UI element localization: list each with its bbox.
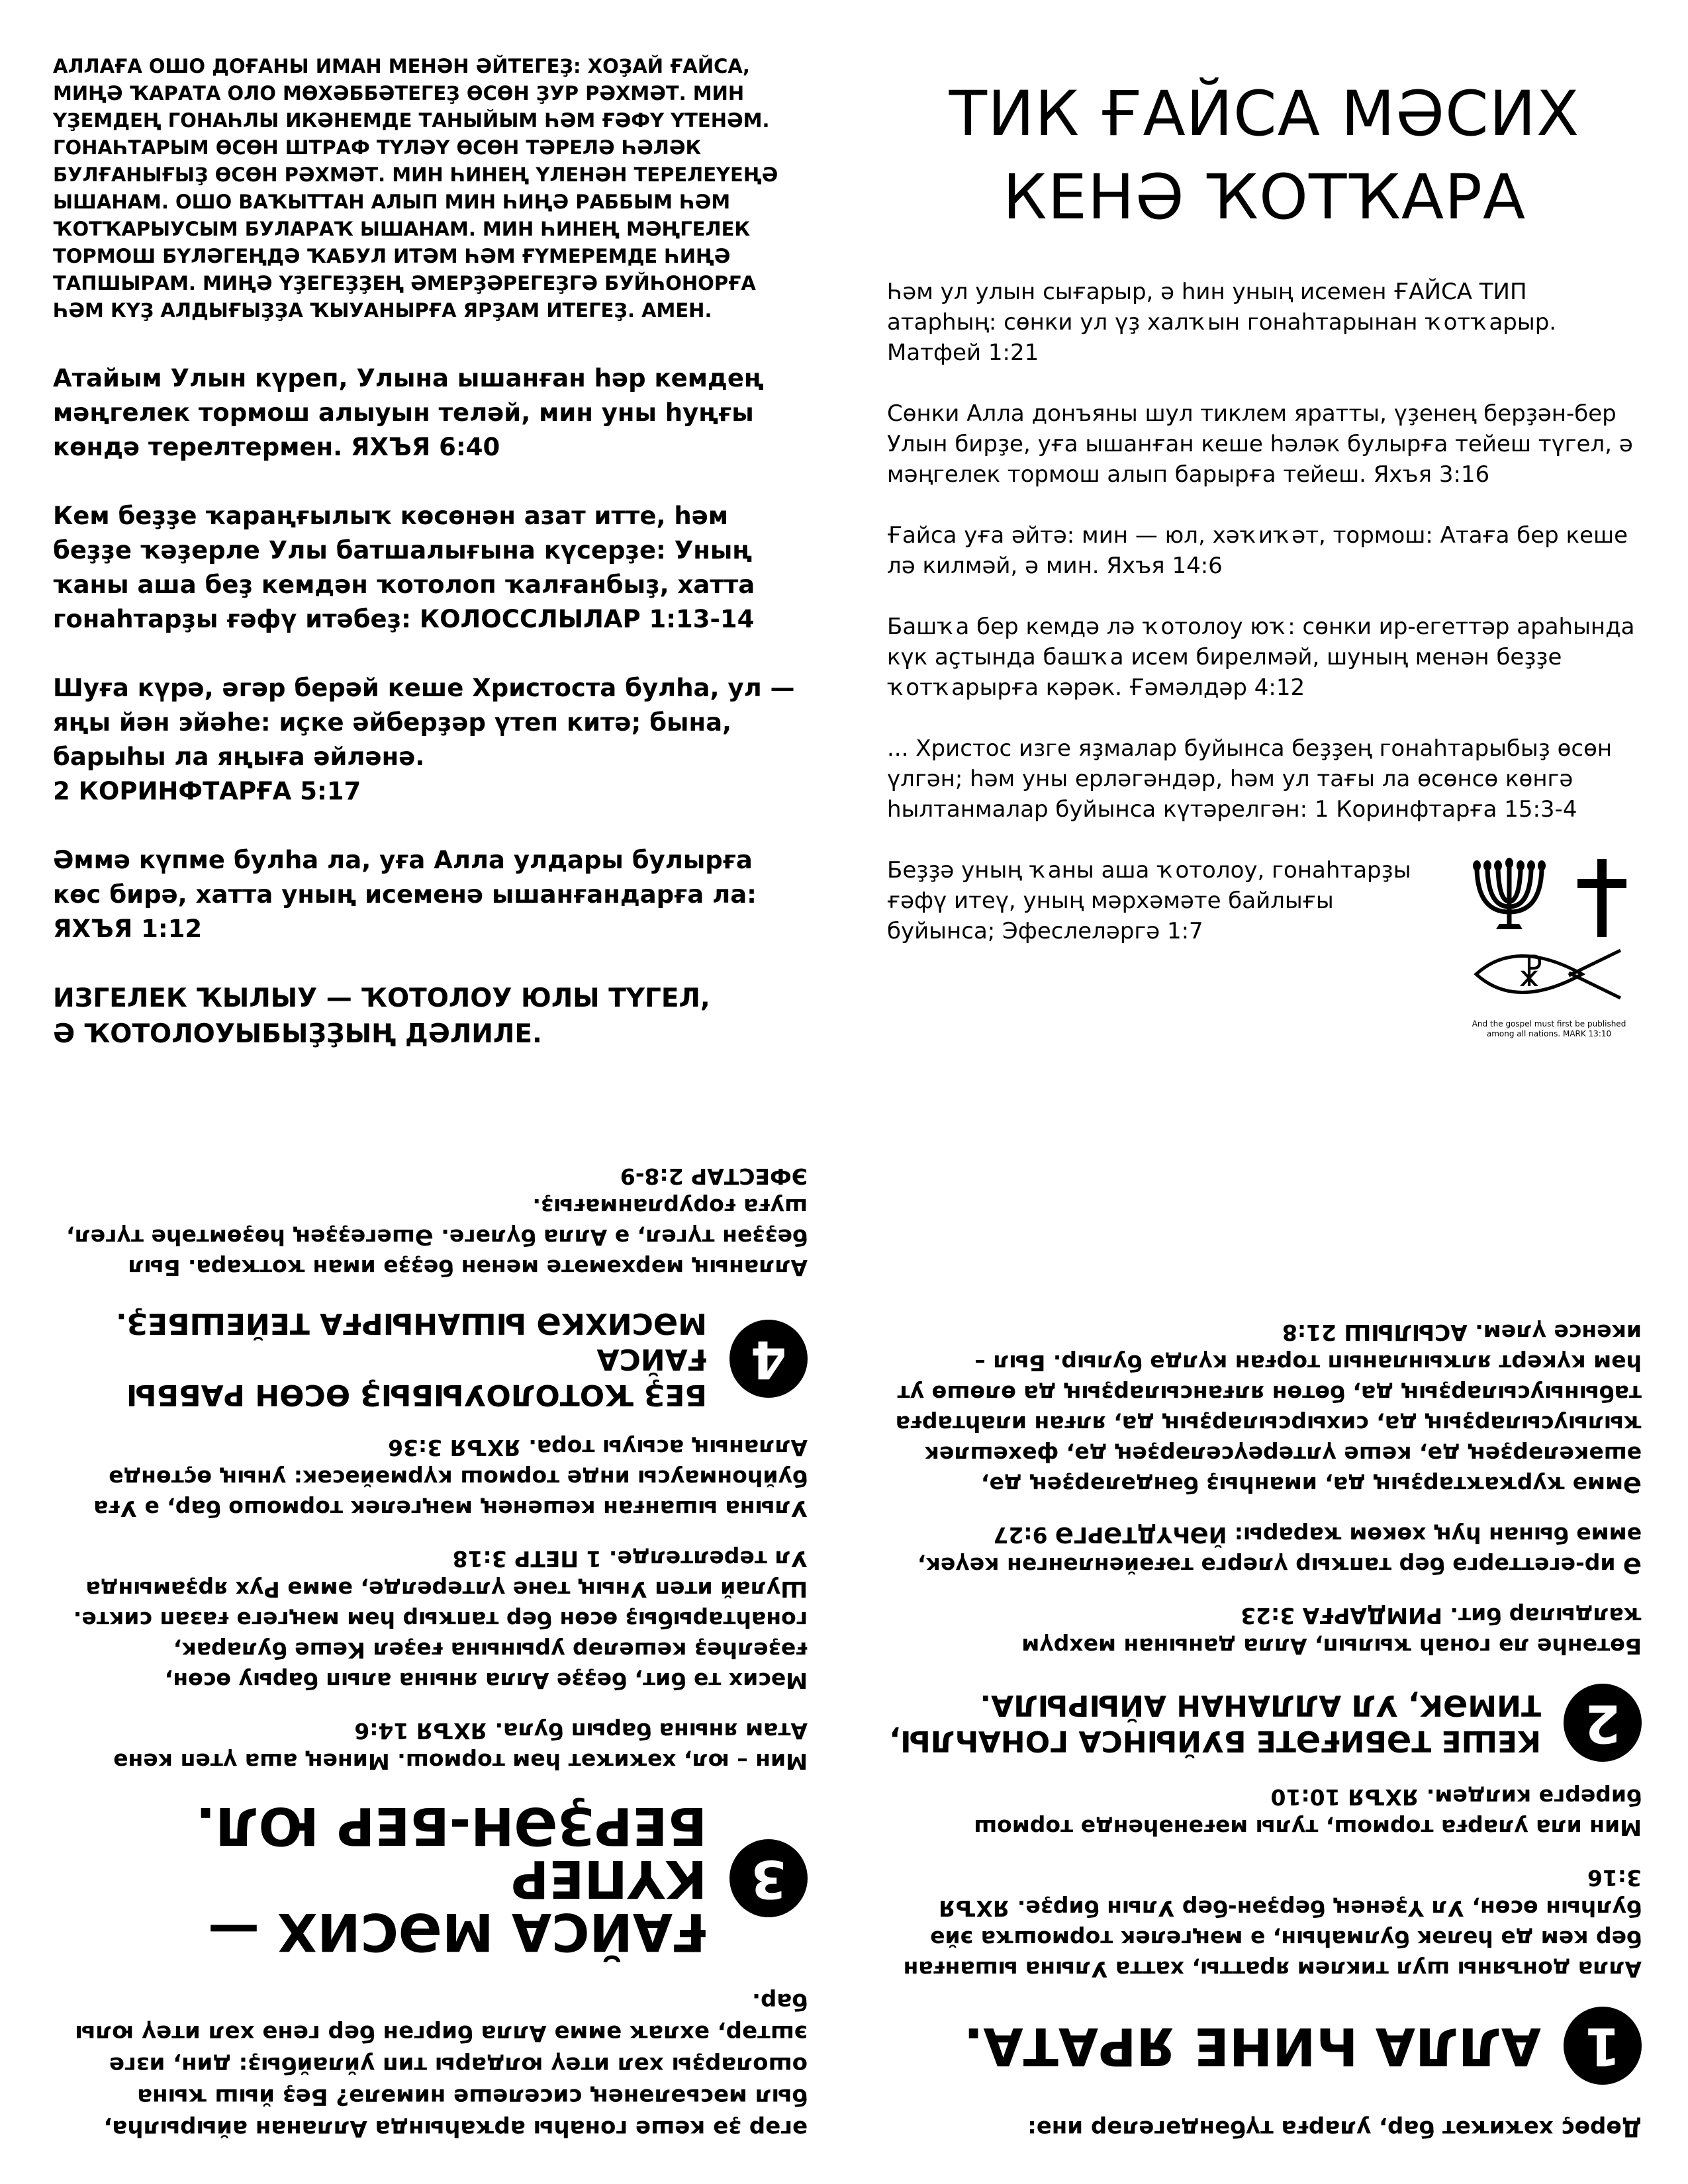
step-3-title-line-2: БЕРҘӘН-БЕР ЮЛ.: [195, 1796, 707, 1855]
chi-rho-symbol: ☧: [1517, 955, 1544, 995]
step-2-number-badge: 2: [1564, 1684, 1642, 1762]
step-2-title-line-1: КЕШЕ ТӘБИҒӘТЕ БУЙЫНСА ГОНАҺЛЫ,: [889, 1724, 1541, 1758]
step1-intro: Дөрөҫ хәҡиҡәт бар, уларға түбәндәгеләр инә:: [1027, 2115, 1642, 2142]
verse-john-14-6: Ғайса уға әйтә: мин — юл, хәҡиҡәт, тормош: Атаға бер кеше лә килмәй, ә мин. Яхъя 14:6: [887, 522, 1628, 579]
verse-2-corinthians-5-17: [53, 671, 808, 809]
step3-intro: әгәр ҙә кеше гонаһы арҡаһында Алланан айырылһа, был мәсьәләнең сиселеше нимәлә? Беҙ йыш ҡына ошоларҙы хәл итеү юлдары тип уйлайбыҙ: дин, изге эштәр, әхлаҡ әммә Алла биргән бер генә хәл итеү юлы бар.: [75, 1988, 808, 2142]
footer-mark-verse: [1456, 1019, 1642, 1039]
title-line-1: ТИК ҒАЙСА МӘСИХ: [949, 78, 1580, 150]
step-3-verse-john-3-36: Улына ышанған кешенең мәңгелек тормошо бар, ә Уға буйһонмаусы инде тормош күрмәйәсәк: уның өҫтөндә Алланың асыуы тора. ЯХЪЯ 3:36: [93, 1435, 808, 1522]
last-verse-row: [887, 855, 1642, 1039]
step-2-title-line-2: ТИМӘК, УЛ АЛЛАНАН АЙЫРЫЛА.: [980, 1688, 1541, 1722]
step-2-verse-hebrews-9-27: Ә ир-егеттәргә бер тапҡыр үлергә тәғәйенләнгән кеүек, әммә бынан һуң хөкөм ҡарары: ЙӘҺҮДТӘРГӘ 9:27: [917, 1522, 1642, 1578]
symbols-block: [1456, 855, 1642, 1039]
step-3-verse-1-peter-3-18: Мәсих тә бит, беҙҙе Алла янына алып барыу өсөн, ғәҙелһеҙ кешеләр урынына ғәҙел Кеше буларак, гонаһтарыбыҙ өсөн бер тапҡыр һәм мәңгегә ғазап сикте. Шулай итеп Уның тәне үлтерелде, әммә Рух ярҙамында Ул терелтелде. 1 ПЕТР 3:18: [73, 1546, 808, 1694]
prayer-panel: [53, 53, 808, 1049]
step-2-verse-revelation-21-8: Әммә ҡурҡаҡтарҙың да, иманһыҙ бәндәләрҙең дә, әшәкеләрҙең дә, кеше үлтереүселәрҙең дә, фәхешлек ҡылыусыларҙың да, сихырсыларҙың да, ялған илаһтарға табыныусыларҙың да, бөтөн ялғансыларҙың да өлөшө ут һәм күкерт ялҡынланып торған күлдә булыр. Был – икенсе үлем. АСЫЛЫШ 21:8: [895, 1320, 1642, 1498]
verse-john-1-12: Әммә күпме булһа ла, уға Алла улдары булырға көс бирә, хатта уның исеменә ышанғандарға ла: ЯХЪЯ 1:12: [53, 846, 757, 943]
footer-line-2: among all nations. MARK 13:10: [1486, 1029, 1612, 1038]
ichthys-fish-icon: [1470, 941, 1628, 1007]
steps-1-2-panel: [887, 1125, 1642, 2144]
page-title: [887, 73, 1642, 240]
step-1-number-badge: 1: [1564, 2007, 1642, 2085]
steps-3-4-panel: [53, 1125, 808, 2144]
closing-statement: [53, 981, 808, 1052]
step-3-title: [53, 1796, 707, 1961]
verse-1-corinthians-15-3: ... Христос изге яҙмалар буйынса беҙҙең гонаһтарыбыҙ өсөн үлгән; һәм уны ерләгәндәр, һәм ул тағы ла өсөнсө көнгә һылтанмалар буйынса күтәрелгән: 1 Коринфтарға 15:3-4: [887, 735, 1613, 823]
verse-ephesians-1-7: Беҙҙә уның ҡаны аша ҡотолоу, гонаһтарҙы ғәфү итеү, уның мәрхәмәте байлығы буйынса; Эфеслеләргә 1:7: [887, 857, 1411, 944]
step-4-header: [53, 1305, 808, 1412]
verse-text: Шуға күрә, әгәр берәй кеше Христоста булһа, ул — яңы йән эйәһе: иҫке әйберҙәр үтеп китә; бына, барыһы ла яңыға әйләнә.: [53, 674, 795, 771]
step-1-title: АЛЛА ҺИНЕ ЯРАТА.: [963, 2016, 1541, 2075]
verse-john-6-40: Атайым Улын күреп, Улына ышанған һәр кемдең мәңгелек тормош алыуын теләй, мин уны һуңғы көндә терелтермен. ЯХЪЯ 6:40: [53, 364, 764, 461]
step-4-verse-text: Алланың мәрхәмәте менән беҙҙә иман ҡотҡара. Был беҙҙән түгел, ә Алла бүләге. Әшегеҙҙең һөҙөмтәһе түгел, шуға ғорурланмағыҙ.: [66, 1194, 808, 1281]
step-3-verse-john-14-6: Мин – юл, хәҡиҡәт һәм тормош. Минең аша үтеп кенә Атам янына барып була. ЯХЪЯ 14:6: [113, 1718, 808, 1774]
verse-acts-4-12: Башҡа бер кемдә лә ҡотолоу юҡ: сөнки ир-егеттәр араһында күк аҫтында башҡа исем бирелмәй, шуның менән беҙҙе ҡотҡарырға кәрәк. Ғәмәлдәр 4:12: [887, 614, 1635, 701]
step-4-title: [53, 1305, 707, 1412]
step-1-verse-john-3-16: Алла донъяны шул тиклем яратты, хатта Улына ышанған бер кем дә һәләк булмаһын, ә мәңгелек тормошҡа эйә булһын өсөн, Ул Үҙенең берҙән-бер Улын бирҙе. ЯХЪЯ 3:16: [903, 1865, 1642, 1982]
step-4-number-badge: 4: [729, 1320, 808, 1398]
title-line-2: КЕНӘ ҠОТҠАРА: [1002, 161, 1526, 234]
step-4-title-line-2: МӘСИХКӘ ЫШАНЫРҒА ТЕЙЕШБЕҘ.: [115, 1306, 707, 1340]
step-3-number-badge: 3: [729, 1839, 808, 1917]
closing-line-1: ИЗГЕЛЕК ҠЫЛЫУ — ҠОТОЛОУ ЮЛЫ ТҮГЕЛ,: [53, 983, 710, 1013]
verse-john-3-16: Сөнки Алла донъяны шул тиклем яратты, үҙенең берҙән-бер Улын бирҙе, уға ышанған кеше һәләк булырға тейеш түгел, ә мәңгелек тормош алып барырға тейеш. Яхъя 3:16: [887, 400, 1633, 488]
step-1-header: [887, 2007, 1642, 2085]
step-2-verse-romans-3-23: Бөтәнһе лә гонаһ ҡылып, Алла данынан мәхрүм ҡалдылар бит. РИМДАРҒА 3:23: [1021, 1603, 1642, 1659]
step-4-title-line-1: БЕҘ ҠОТОЛОУЫБЫҘ ӨСӨН РАББЫ ҒАЙСА: [126, 1342, 707, 1412]
step-4-text: [53, 1161, 808, 1283]
menorah-icon: [1466, 855, 1552, 941]
prayer-text: АЛЛАҒА ОШО ДОҒАНЫ ИМАН МЕНӘН ӘЙТЕГЕҘ: ХОҘАЙ ҒАЙСА, МИҢӘ ҠАРАТА ОЛО МӨХӘББӘТЕГЕҘ ӨСӨН ҘУР РӘХМӘТ. МИН ҮҘЕМДЕҢ ГОНАҺЛЫ ИКӘНЕМДЕ ТАНЫЙЫМ ҺӘМ ҒӘФҮ ҮТЕНӘМ. ГОНАҺТАРЫМ ӨСӨН ШТРАФ ТҮЛӘҮ ӨСӨН ТӘРЕЛӘ ҺӘЛӘК БУЛҒАНЫҒЫҘ ӨСӨН РӘХМӘТ. МИН ҺИНЕҢ ҮЛЕНӘН ТЕРЕЛЕҮЕҢӘ ЫШАНАМ. ОШО ВАҠЫТТАН АЛЫП МИН ҺИҢӘ РАББЫМ ҺӘМ ҠОТҠАРЫУСЫМ БУЛАРАҠ ЫШАНАМ. МИН ҺИНЕҢ МӘҢГЕЛЕК ТОРМОШ БҮЛӘГЕҢДӘ ҠАБУЛ ИТӘМ ҺӘМ ҒҮМЕРЕМДЕ ҺИҢӘ ТАПШЫРАМ. МИҢӘ ҮҘЕГЕҘҘЕҢ ӘМЕРҘӘРЕГЕҘГӘ БУЙҺОНОРҒА ҺӘМ КҮҘ АЛДЫҒЫҘҘА ҠЫУАНЫРҒА ЯРҘАМ ИТЕГЕҘ. АМЕН.: [53, 55, 778, 322]
step-1-verse-john-10-10: Мин ила уларға тормош, тулы мәғәнәһендә тормош бирергә килдем. ЯХЪЯ 10:10: [974, 1784, 1642, 1841]
verse-matthew-1-21: Һәм ул улын сығарыр, ә һин уның исемен ҒАЙСА ТИП атарһың: сөнки ул үҙ халҡын гонаһтарынан ҡотҡарыр. Матфей 1:21: [887, 279, 1557, 366]
step-2-header: [887, 1684, 1642, 1762]
title-panel: [887, 53, 1642, 1046]
step-2-title: [889, 1687, 1541, 1758]
verse-colossians-1-13: Кем беҙҙе ҡараңғылыҡ көсөнән азат итте, һәм беҙҙе ҡәҙерле Улы батшалығына күсерҙе: Уның ҡаны аша беҙ кемдән ҡотолоп ҡалғанбыҙ, хатта гонаһтарҙы ғәфү итәбеҙ: КОЛОССЛЫЛАР 1:13-14: [53, 502, 755, 633]
step-4-reference: ЭФЕСТАР 2:8-9: [620, 1163, 808, 1189]
footer-line-1: And the gospel must first be published: [1472, 1019, 1626, 1028]
step-3-header: [53, 1796, 808, 1961]
closing-line-2: Ә ҠОТОЛОУЫБЫҘҘЫҢ ДӘЛИЛЕ.: [53, 1019, 542, 1049]
verse-reference: 2 КОРИНФТАРҒА 5:17: [53, 777, 361, 805]
cross-icon: [1572, 855, 1632, 941]
step-3-title-line-1: ҒАЙСА МӘСИХ — КҮПЕР: [208, 1848, 707, 1961]
